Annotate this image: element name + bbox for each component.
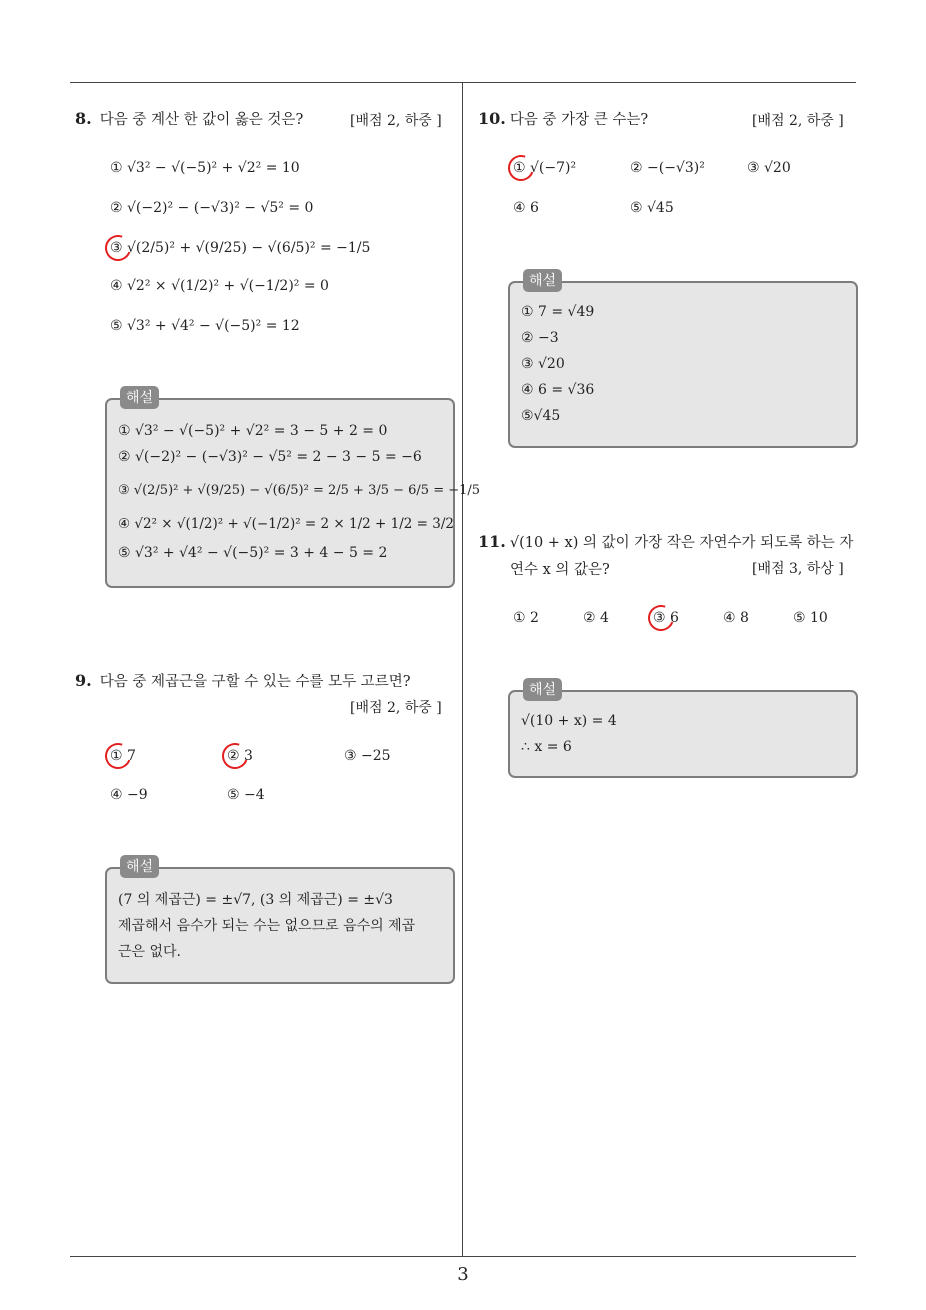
- q9-option-1[interactable]: ① 7: [110, 748, 136, 764]
- q10-option-1[interactable]: ① √(−7)²: [513, 160, 577, 176]
- q11-option-3[interactable]: ③ 6: [653, 610, 679, 626]
- q11-text-line-2: 연수 x 의 값은?: [510, 562, 610, 578]
- q10-number: 10.: [478, 109, 506, 128]
- q9-option-3[interactable]: ③ −25: [344, 748, 391, 764]
- q10-explanation-line-5: ⑤√45: [521, 408, 561, 424]
- q10-text: 다음 중 가장 큰 수는?: [509, 112, 649, 128]
- q9-option-2[interactable]: ② 3: [227, 748, 253, 764]
- q8-option-1[interactable]: ① √3² − √(−5)² + √2² = 10: [110, 160, 300, 176]
- q11-option-5[interactable]: ⑤ 10: [793, 610, 828, 626]
- q11-option-4[interactable]: ④ 8: [723, 610, 749, 626]
- q9-explanation-line-3: 근은 없다.: [118, 944, 181, 960]
- q11-number: 11.: [478, 532, 506, 551]
- q10-option-5[interactable]: ⑤ √45: [630, 200, 674, 216]
- q8-option-2[interactable]: ② √(−2)² − (−√3)² − √5² = 0: [110, 200, 314, 216]
- q10-explanation-line-3: ③ √20: [521, 356, 565, 372]
- q11-explanation-line-2: ∴ x = 6: [521, 739, 572, 755]
- q10-answer-mark: [504, 151, 539, 186]
- q8-option-3[interactable]: ③ √(2/5)² + √(9/25) − √(6/5)² = −1/5: [110, 240, 371, 256]
- q8-option-5[interactable]: ⑤ √3² + √4² − √(−5)² = 12: [110, 318, 300, 334]
- page-number: 3: [457, 1264, 469, 1285]
- q11-explanation-box: [508, 690, 858, 778]
- q8-explanation-line-2: ② √(−2)² − (−√3)² − √5² = 2 − 3 − 5 = −6: [118, 449, 422, 465]
- q8-text: 다음 중 계산 한 값이 옳은 것은?: [99, 112, 304, 128]
- q11-score: [배점 3, 하상 ]: [752, 561, 844, 577]
- q9-answer-mark-1: [101, 739, 136, 774]
- q10-explanation-line-2: ② −3: [521, 330, 559, 346]
- q10-explanation-tag: 해설: [523, 269, 562, 292]
- q10-score: [배점 2, 하중 ]: [752, 113, 844, 129]
- q10-option-3[interactable]: ③ √20: [747, 160, 791, 176]
- q11-explanation-tag: 해설: [523, 678, 562, 701]
- q11-header: [478, 531, 853, 552]
- top-rule: [70, 82, 856, 83]
- q8-explanation-line-1: ① √3² − √(−5)² + √2² = 3 − 5 + 2 = 0: [118, 423, 388, 439]
- q11-option-2[interactable]: ② 4: [583, 610, 609, 626]
- q8-option-4[interactable]: ④ √2² × √(1/2)² + √(−1/2)² = 0: [110, 278, 329, 294]
- q9-option-5[interactable]: ⑤ −4: [227, 787, 265, 803]
- q9-number: 9.: [75, 671, 92, 690]
- q8-answer-mark: [101, 231, 136, 266]
- q10-explanation-line-4: ④ 6 = √36: [521, 382, 595, 398]
- q10-option-4[interactable]: ④ 6: [513, 200, 539, 216]
- q11-option-1[interactable]: ① 2: [513, 610, 539, 626]
- q9-explanation-line-1: (7 의 제곱근) = ±√7, (3 의 제곱근) = ±√3: [118, 892, 393, 908]
- q8-score: [배점 2, 하중 ]: [350, 113, 442, 129]
- q8-explanation-line-4: ④ √2² × √(1/2)² + √(−1/2)² = 2 × 1/2 + 1/2 = 3/2: [118, 516, 454, 532]
- q9-explanation-tag: 해설: [120, 855, 159, 878]
- q9-option-4[interactable]: ④ −9: [110, 787, 148, 803]
- column-divider: [462, 83, 463, 1256]
- q10-header: [478, 108, 648, 129]
- q8-explanation-line-5: ⑤ √3² + √4² − √(−5)² = 3 + 4 − 5 = 2: [118, 545, 388, 561]
- q9-text: 다음 중 제곱근을 구할 수 있는 수를 모두 고르면?: [99, 674, 411, 690]
- q9-explanation-line-2: 제곱해서 음수가 되는 수는 없으므로 음수의 제곱: [118, 918, 416, 934]
- q9-answer-mark-2: [218, 739, 253, 774]
- q10-explanation-line-1: ① 7 = √49: [521, 304, 595, 320]
- q11-text-line-1: √(10 + x) 의 값이 가장 작은 자연수가 되도록 하는 자: [509, 535, 854, 551]
- q11-explanation-line-1: √(10 + x) = 4: [521, 713, 617, 729]
- q8-explanation-line-3: ③ √(2/5)² + √(9/25) − √(6/5)² = 2/5 + 3/5 − 6/5 = −1/5: [118, 483, 481, 498]
- q9-score: [배점 2, 하중 ]: [350, 700, 442, 716]
- q11-answer-mark: [644, 601, 679, 636]
- q8-header: [75, 108, 303, 129]
- q8-number: 8.: [75, 109, 92, 128]
- q9-header: [75, 670, 410, 691]
- q10-option-2[interactable]: ② −(−√3)²: [630, 160, 705, 176]
- bottom-rule: [70, 1256, 856, 1257]
- q8-explanation-tag: 해설: [120, 386, 159, 409]
